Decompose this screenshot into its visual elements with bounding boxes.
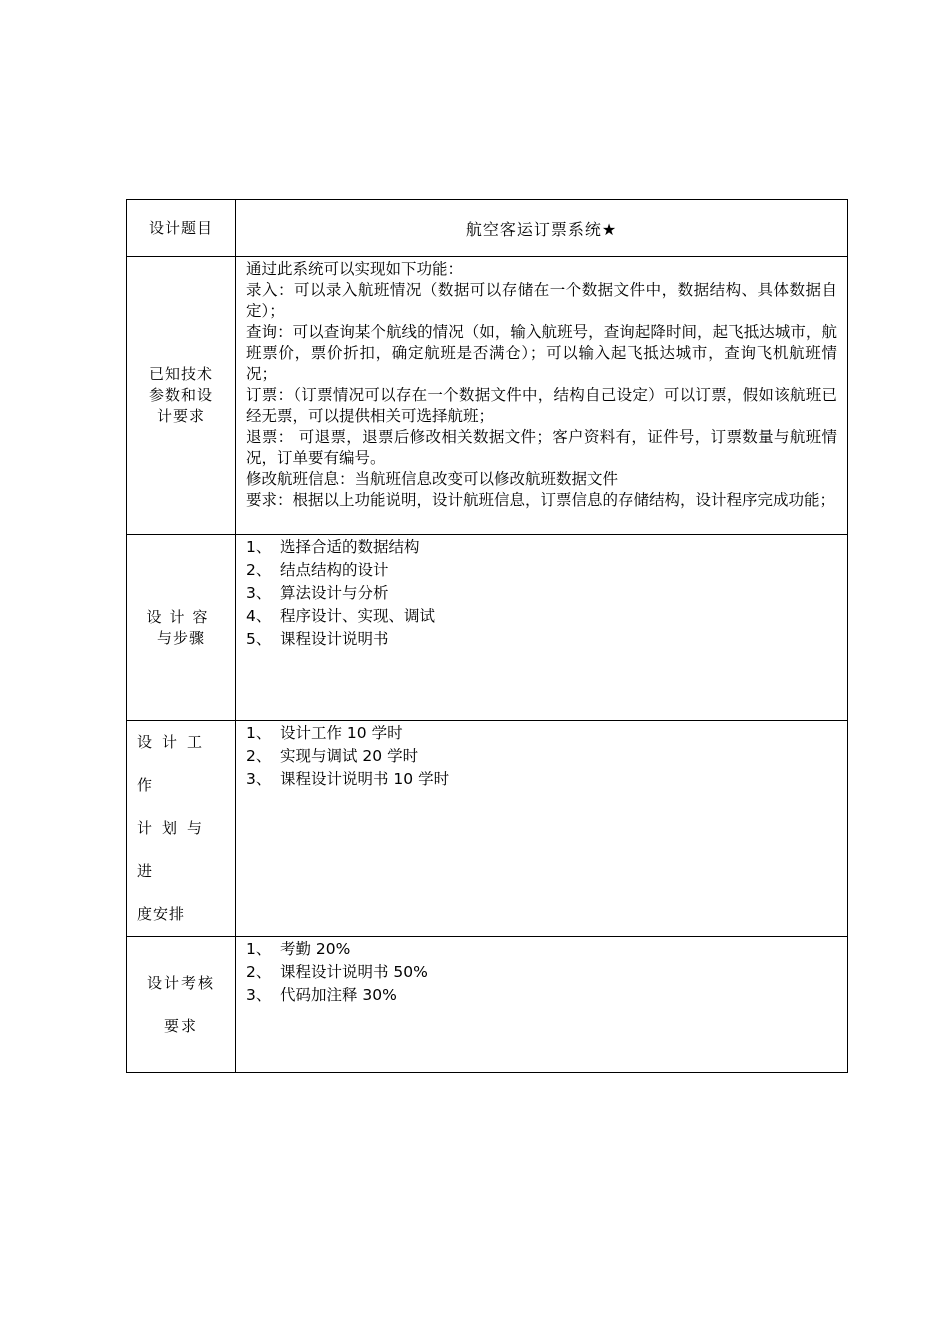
list-item-text: 代码加注释 30% [280, 986, 397, 1004]
topic-value-text: 航空客运订票系统★ [465, 219, 618, 239]
list-item [246, 746, 837, 767]
assessment-content [236, 937, 848, 1073]
list-item [246, 723, 837, 744]
topic-row [127, 200, 848, 257]
requirements-row [127, 257, 848, 535]
requirements-paragraph: 退票： 可退票，退票后修改相关数据文件；客户资料有，证件号，订票数量与航班情况，订单要有编号。 [246, 428, 837, 467]
course-design-form-table [126, 199, 848, 1073]
assessment-label-line: 设计考核 [146, 973, 215, 992]
list-item-number: 5、 [246, 630, 272, 648]
list-item-number: 3、 [246, 770, 272, 788]
list-item-text: 算法设计与分析 [280, 584, 389, 602]
assessment-row [127, 937, 848, 1073]
requirements-paragraph: 录入：可以录入航班情况（数据可以存储在一个数据文件中，数据结构、具体数据自定）； [246, 281, 837, 320]
schedule-label-line: 度安排 [137, 905, 186, 923]
requirements-label [127, 257, 236, 535]
schedule-content [236, 721, 848, 937]
list-item [246, 629, 837, 650]
list-item-number: 2、 [246, 561, 272, 579]
list-item [246, 606, 837, 627]
list-item-text: 课程设计说明书 [280, 630, 389, 648]
list-item-text: 实现与调试 20 学时 [280, 747, 419, 765]
requirements-label-line: 已知技术 [148, 365, 213, 383]
list-item [246, 962, 837, 983]
list-item-text: 课程设计说明书 10 学时 [280, 770, 450, 788]
steps-label-line: 与步骤 [156, 628, 205, 647]
list-item [246, 560, 837, 581]
list-item-number: 3、 [246, 584, 272, 602]
steps-row [127, 535, 848, 721]
requirements-paragraph: 要求：根据以上功能说明，设计航班信息，订票信息的存储结构，设计程序完成功能； [246, 491, 836, 509]
steps-label-line: 设计容 [146, 607, 216, 626]
requirements-paragraph: 通过此系统可以实现如下功能： [246, 260, 464, 278]
list-item [246, 985, 837, 1006]
requirements-label-line: 计要求 [156, 407, 205, 425]
requirements-paragraph: 查询：可以查询某个航线的情况（如，输入航班号，查询起降时间，起飞抵达城市，航班票价，票价折扣，确定航班是否满仓）；可以输入起飞抵达城市，查询飞机航班情况； [246, 323, 837, 383]
list-item-text: 考勤 20% [280, 940, 351, 958]
list-item-text: 课程设计说明书 50% [280, 963, 428, 981]
list-item-number: 2、 [246, 963, 272, 981]
list-item-text: 程序设计、实现、调试 [280, 607, 436, 625]
list-item-number: 1、 [246, 940, 272, 958]
list-item-number: 1、 [246, 538, 272, 556]
steps-label [127, 535, 236, 721]
schedule-label-line: 计划与进 [137, 819, 213, 880]
list-item [246, 537, 837, 558]
topic-value [236, 200, 848, 257]
requirements-label-line: 参数和设 [148, 386, 213, 404]
list-item-text: 选择合适的数据结构 [280, 538, 420, 556]
list-item [246, 769, 837, 790]
requirements-paragraph: 修改航班信息：当航班信息改变可以修改航班数据文件 [246, 470, 619, 488]
topic-label [127, 200, 236, 257]
schedule-row [127, 721, 848, 937]
topic-label-text: 设计题目 [148, 218, 213, 237]
requirements-paragraph: 订票：（订票情况可以存在一个数据文件中，结构自己设定）可以订票，假如该航班已经无票，可以提供相关可选择航班； [246, 386, 837, 425]
requirements-content [236, 257, 848, 535]
list-item-number: 1、 [246, 724, 272, 742]
list-item [246, 583, 837, 604]
list-item [246, 939, 837, 960]
assessment-label [127, 937, 236, 1073]
list-item-text: 结点结构的设计 [280, 561, 389, 579]
list-item-number: 3、 [246, 986, 272, 1004]
list-item-number: 2、 [246, 747, 272, 765]
schedule-label [127, 721, 236, 937]
schedule-label-line: 设计工作 [137, 733, 213, 794]
list-item-number: 4、 [246, 607, 272, 625]
assessment-label-line: 要求 [163, 1016, 198, 1035]
list-item-text: 设计工作 10 学时 [280, 724, 403, 742]
steps-content [236, 535, 848, 721]
